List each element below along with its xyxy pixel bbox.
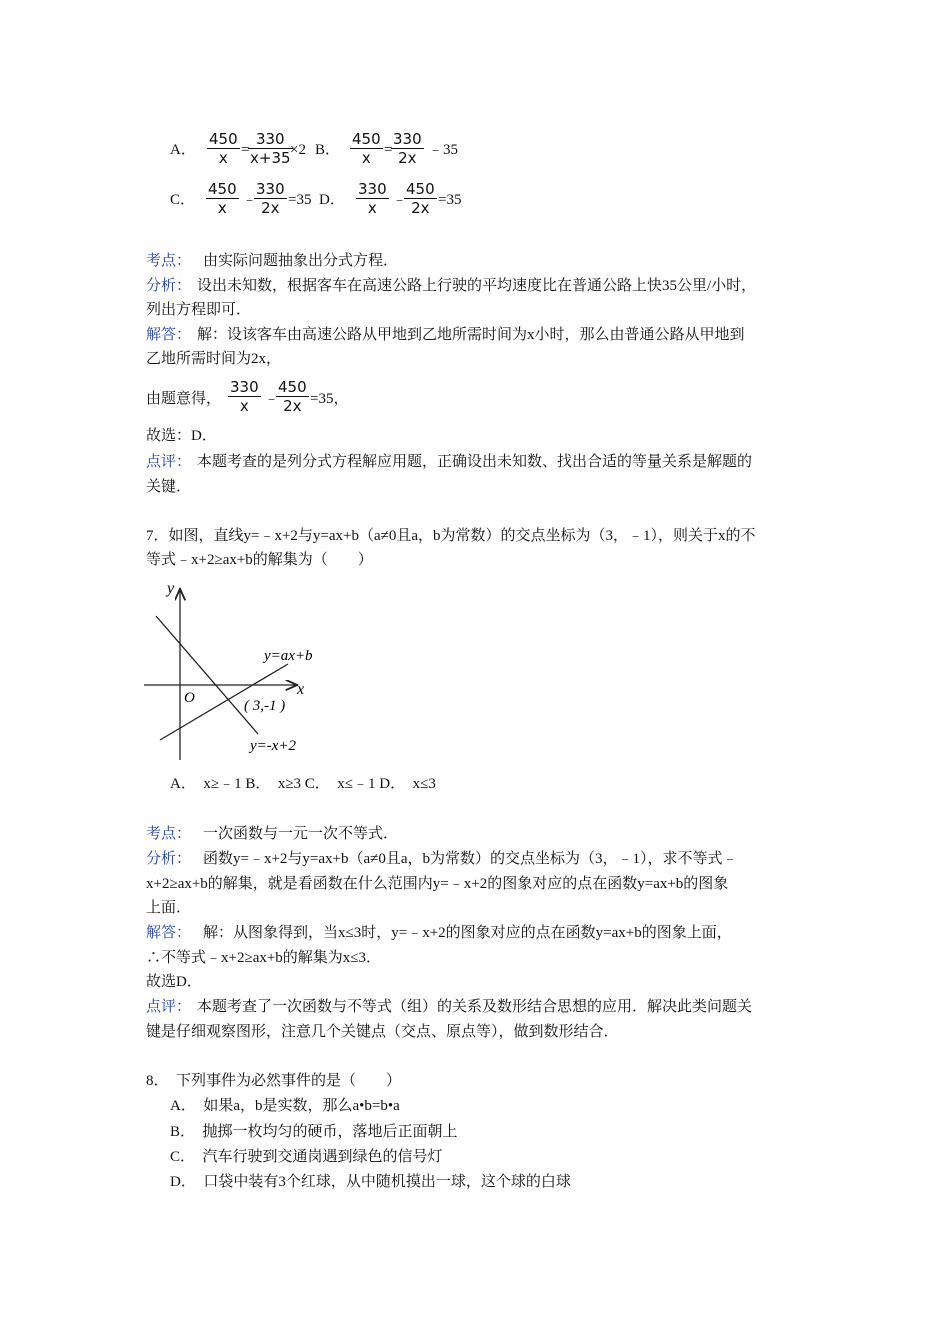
q8-option-b: B． 抛掷一枚均匀的硬币，落地后正面朝上 bbox=[170, 1124, 458, 1140]
q7-fenxi-3: 上面． bbox=[146, 900, 192, 916]
q7-fenxi-2: x+2≥ax+b的解集，就是看函数在什么范围内y=﹣x+2的图象对应的点在函数y=ax+b的图象 bbox=[146, 876, 729, 892]
q6-dianping bbox=[146, 452, 752, 472]
q7-dianping-2: 键是仔细观察图形，注意几个关键点（交点、原点等），做到数形结合． bbox=[146, 1024, 619, 1040]
q6-jieda-2: 乙地所需时间为2x， bbox=[146, 351, 282, 367]
q8-option-d: D． 口袋中装有3个红球，从中随机摸出一球，这个球的白球 bbox=[170, 1174, 571, 1190]
q7-jieda-3: 故选D． bbox=[146, 974, 202, 990]
option-label: B． bbox=[315, 142, 341, 158]
intersection-label: ( 3,-1 ) bbox=[244, 698, 286, 714]
option-tail: ×2 bbox=[290, 142, 306, 158]
q7-options: A． x≥﹣1 B． x≥3 C． x≤﹣1 D． x≤3 bbox=[170, 776, 436, 792]
minus-sign: ﹣ bbox=[242, 192, 258, 208]
q6-fenxi-2: 列出方程即可． bbox=[146, 302, 252, 318]
kaodian-label: 考点： bbox=[146, 253, 192, 269]
q7-stem-1: 7．如图，直线y=﹣x+2与y=ax+b（a≠0且a，b为常数）的交点坐标为（3，﹣1），则关于x的不 bbox=[146, 528, 756, 544]
equation-tail: =35， bbox=[310, 391, 349, 407]
fraction: $\frac{330}{2x}$ bbox=[256, 180, 285, 217]
line1-label: y=ax+b bbox=[264, 648, 313, 664]
option-label: C． bbox=[170, 192, 196, 208]
fenxi-label: 分析： bbox=[146, 278, 192, 294]
fenxi-text: 设出未知数，根据客车在高速公路上行驶的平均速度比在普通公路上快35公里/小时， bbox=[197, 278, 757, 294]
q8-option-a: A． 如果a，b是实数，那么a•b=b•a bbox=[170, 1098, 400, 1114]
dianping-label: 点评： bbox=[146, 999, 192, 1015]
q7-jieda bbox=[146, 923, 732, 943]
q6-dianping-2: 关键． bbox=[146, 479, 192, 495]
minus-sign: ﹣ bbox=[392, 192, 408, 208]
fraction: $\frac{330}{2x}$ bbox=[393, 130, 422, 167]
equals-sign: = bbox=[241, 142, 250, 158]
fraction: $\frac{450}{x}$ bbox=[208, 180, 237, 217]
q6-jieda bbox=[146, 325, 745, 345]
option-label: A． bbox=[170, 142, 196, 158]
fraction: $\frac{450}{2x}$ bbox=[278, 378, 307, 415]
jieda-text: 解：从图象得到，当x≤3时，y=﹣x+2的图象对应的点在函数y=ax+b的图象上面， bbox=[203, 925, 732, 941]
fraction: $\frac{330}{x}$ bbox=[230, 378, 259, 415]
line2-label: y=-x+2 bbox=[250, 738, 297, 754]
option-tail: =35 bbox=[438, 192, 462, 208]
q7-dianping bbox=[146, 997, 752, 1017]
jieda-label: 解答： bbox=[146, 327, 192, 343]
fenxi-text: 函数y=﹣x+2与y=ax+b（a≠0且a，b为常数）的交点坐标为（3，﹣1），求不等式﹣ bbox=[203, 851, 738, 867]
q7-jieda-2: ∴不等式﹣x+2≥ax+b的解集为x≤3． bbox=[146, 950, 382, 966]
jieda-text: 解：设该客车由高速公路从甲地到乙地所需时间为x小时，那么由普通公路从甲地到 bbox=[197, 327, 745, 343]
q7-kaodian bbox=[146, 824, 398, 844]
origin-label: O bbox=[184, 690, 195, 706]
q6-jieda-4: 故选：D． bbox=[146, 428, 217, 444]
dianping-text: 本题考查了一次函数与不等式（组）的关系及数形结合思想的应用．解决此类问题关 bbox=[197, 999, 753, 1015]
kaodian-text: 由实际问题抽象出分式方程． bbox=[203, 253, 399, 269]
q8-stem: 8． 下列事件为必然事件的是（ ） bbox=[146, 1073, 402, 1089]
fraction: $\frac{330}{x+35}$ bbox=[250, 130, 291, 167]
minus-sign: ﹣ bbox=[264, 391, 280, 407]
fraction: $\frac{450}{2x}$ bbox=[406, 180, 435, 217]
x-axis-label: x bbox=[297, 681, 305, 698]
q8-option-c: C． 汽车行驶到交通岗遇到绿色的信号灯 bbox=[170, 1149, 443, 1165]
q7-graph bbox=[140, 574, 340, 764]
y-axis-label: y bbox=[167, 580, 175, 597]
line-y-neg-x-plus-2 bbox=[156, 616, 258, 734]
option-tail: =35 bbox=[288, 192, 312, 208]
jieda-label: 解答： bbox=[146, 925, 192, 941]
q7-stem-2: 等式﹣x+2≥ax+b的解集为（ ） bbox=[146, 552, 373, 568]
fraction: $\frac{450}{x}$ bbox=[352, 130, 381, 167]
q7-fenxi bbox=[146, 849, 738, 869]
option-label: D． bbox=[319, 192, 345, 208]
dianping-text: 本题考查的是列分式方程解应用题，正确设出未知数、找出合适的等量关系是解题的 bbox=[197, 454, 753, 470]
equals-sign: = bbox=[384, 142, 393, 158]
fraction: $\frac{330}{x}$ bbox=[358, 180, 387, 217]
kaodian-text: 一次函数与一元一次不等式． bbox=[203, 826, 399, 842]
kaodian-label: 考点： bbox=[146, 826, 192, 842]
q6-fenxi bbox=[146, 276, 756, 296]
dianping-label: 点评： bbox=[146, 454, 192, 470]
fenxi-label: 分析： bbox=[146, 851, 192, 867]
option-tail: ﹣35 bbox=[428, 142, 459, 158]
fraction: $\frac{450}{x}$ bbox=[209, 130, 238, 167]
q6-kaodian bbox=[146, 251, 398, 271]
equation-prefix: 由题意得， bbox=[146, 391, 222, 407]
